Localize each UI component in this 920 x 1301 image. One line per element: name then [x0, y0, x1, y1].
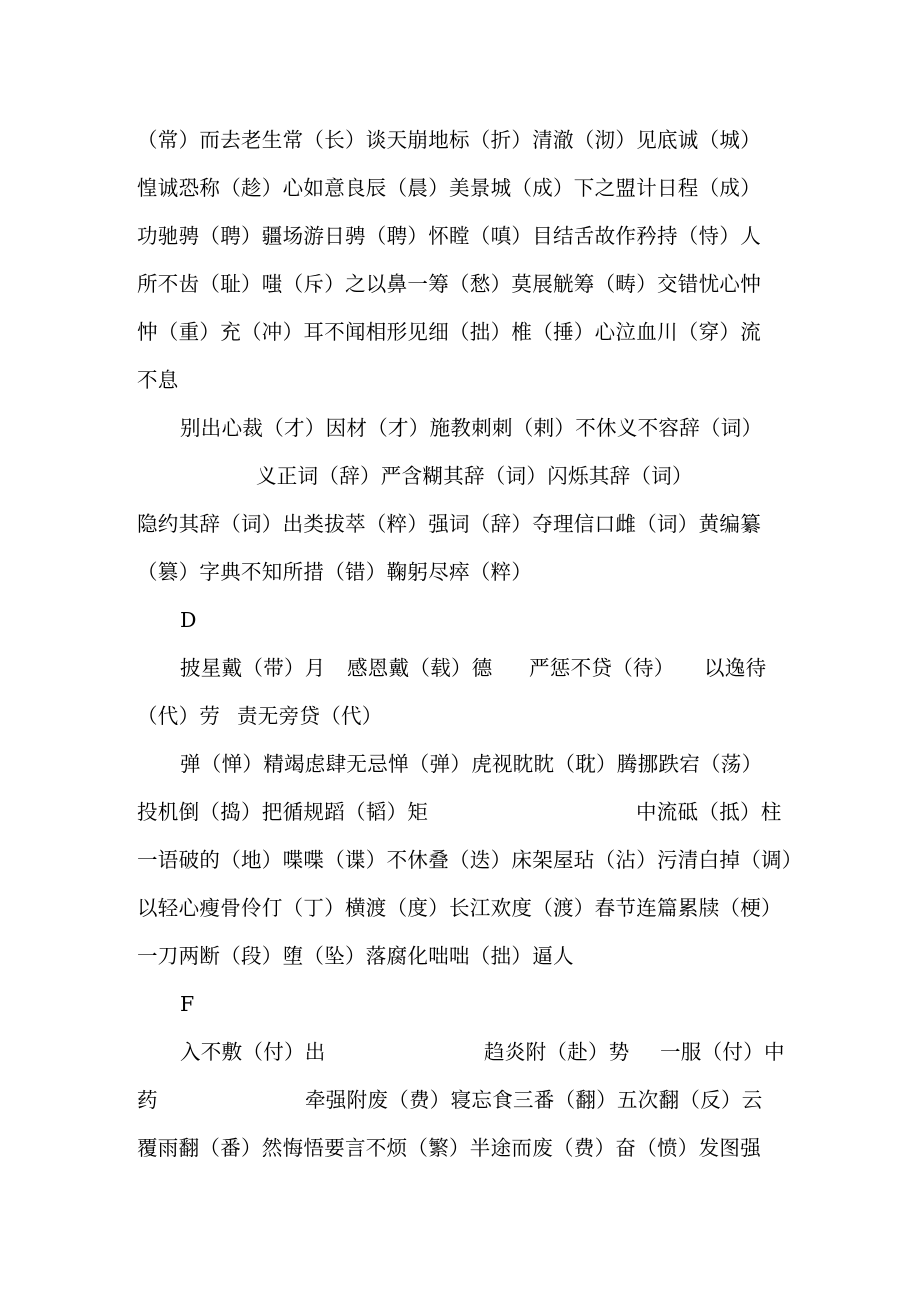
text-line: 中流砥（抵）柱 [636, 800, 782, 824]
text-line: 以轻心瘦骨伶仃（丁）横渡（度）长江欢度（渡）春节连篇累牍（梗） [137, 896, 782, 920]
text-line: 以逸待 [704, 656, 767, 680]
text-line: 披星戴（带）月 [180, 656, 326, 680]
text-line: 别出心裁（才）因材（才）施教刺刺（剌）不休义不容辞（词） [180, 416, 763, 440]
text-line: 一刀两断（段）堕（坠）落腐化咄咄（拙）逼人 [137, 944, 574, 968]
text-line: 牵强附废（费）寝忘食三番（翻）五次翻（反）云 [305, 1088, 763, 1112]
text-line: 弹（惮）精竭虑肆无忌惮（弹）虎视眈眈（耽）腾挪跌宕（荡） [180, 752, 763, 776]
text-line: 投机倒（捣）把循规蹈（韬）矩 [137, 800, 429, 824]
text-line: 趋炎附（赴）势 [484, 1040, 630, 1064]
text-line: 一语破的（地）喋喋（谍）不休叠（迭）床架屋玷（沾）污清白掉（调） [137, 848, 803, 872]
text-line: 惶诚恐称（趁）心如意良辰（晨）美景城（成）下之盟计日程（成） [137, 176, 761, 200]
text-line: 一服（付）中 [660, 1040, 785, 1064]
text-line: 所不齿（耻）嗤（斥）之以鼻一筹（愁）莫展觥筹（畴）交错忧心忡 [137, 272, 761, 296]
text-line: 忡（重）充（冲）耳不闻相形见细（拙）椎（捶）心泣血川（穿）流 [137, 320, 761, 344]
text-line: 义正词（辞）严含糊其辞（词）闪烁其辞（词） [256, 464, 693, 488]
text-line: 不息 [137, 368, 179, 392]
text-line: （篡）字典不知所措（错）鞠躬尽瘁（粹） [137, 560, 533, 584]
text-line: 严惩不贷（待） [529, 656, 675, 680]
text-line: 功驰骋（聘）疆场游日骋（聘）怀瞠（嗔）目结舌故作矜持（恃）人 [137, 224, 761, 248]
text-line: 药 [137, 1088, 158, 1112]
text-line: （代）劳 [137, 704, 221, 728]
text-line: 覆雨翻（番）然悔悟要言不烦（繁）半途而废（费）奋（愤）发图强 [137, 1136, 761, 1160]
text-line: 责无旁贷（代） [237, 704, 383, 728]
text-line: 感恩戴（载）德 [347, 656, 493, 680]
text-line: 隐约其辞（词）出类拔萃（粹）强词（辞）夺理信口雌（词）黄编纂 [137, 512, 761, 536]
text-line: （常）而去老生常（长）谈天崩地标（折）清澈（沏）见底诚（城） [137, 128, 761, 152]
text-line: 入不敷（付）出 [180, 1040, 326, 1064]
section-letter-d: D [180, 608, 197, 632]
section-letter-f: F [180, 992, 195, 1016]
